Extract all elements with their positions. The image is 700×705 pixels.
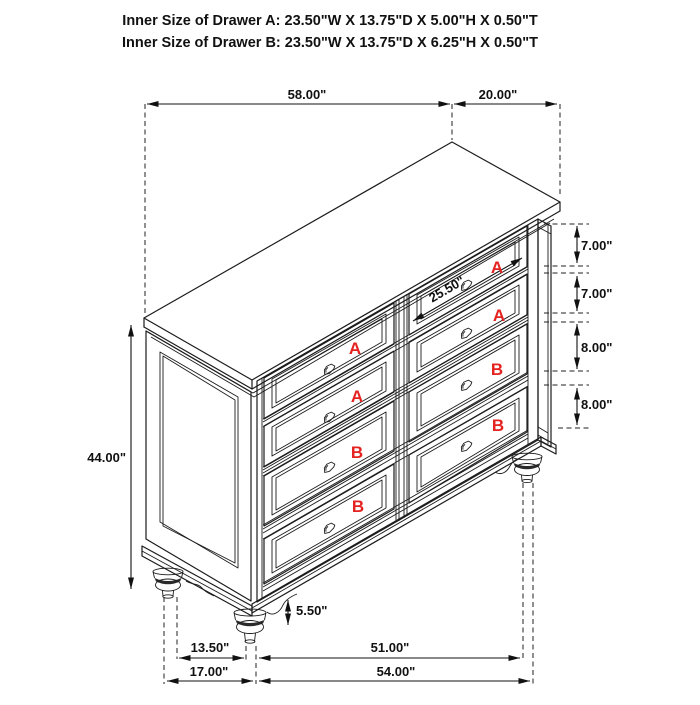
drawer-type-label: B — [351, 497, 365, 516]
drawer-type-label: A — [348, 339, 362, 358]
drawer-handle-icon — [459, 379, 474, 392]
front-right-leg — [512, 453, 542, 482]
drawer-type-label: B — [491, 416, 505, 435]
dim-label-overall-height: 44.00" — [87, 450, 126, 465]
dim-label-top-width: 58.00" — [287, 87, 327, 102]
title-block — [122, 13, 538, 51]
dim-label-drawer1-height: 7.00" — [581, 238, 613, 253]
dim-label-depth-outer: 17.00" — [189, 664, 229, 679]
left-side-panel — [146, 331, 251, 601]
drawer-type-label: A — [490, 258, 504, 277]
drawer-a1-right — [409, 226, 527, 335]
dim-label-leg-height: 5.50" — [296, 603, 328, 618]
drawer-faces-right-column — [409, 226, 527, 503]
title-drawer-b: Inner Size of Drawer B: 23.50"W X 13.75"D X 6.25"H X 0.50"T — [122, 35, 538, 51]
drawer-handle-icon — [322, 461, 337, 474]
center-divider — [396, 294, 407, 522]
drawer-type-label: A — [492, 306, 506, 325]
drawer-handle-icon — [459, 440, 474, 453]
dim-label-drawer3-height: 8.00" — [581, 340, 613, 355]
title-drawer-a: Inner Size of Drawer A: 23.50"W X 13.75"D X 5.00"H X 0.50"T — [122, 13, 538, 29]
dim-label-drawer2-height: 7.00" — [581, 286, 613, 301]
dim-label-width-outer: 54.00" — [376, 664, 416, 679]
right-side-panel — [538, 219, 551, 447]
drawer-a1-left — [264, 303, 394, 419]
drawer-type-label: B — [350, 443, 364, 462]
drawer-handle-icon — [322, 522, 337, 535]
drawer-type-label: A — [350, 387, 364, 406]
drawer-type-label: B — [490, 360, 504, 379]
dim-label-width-inner: 51.00" — [370, 640, 410, 655]
back-left-leg — [153, 568, 183, 598]
dim-label-opening-width: 25.50" — [426, 272, 468, 306]
dim-label-top-depth: 20.00" — [478, 87, 518, 102]
dim-label-depth-inner: 13.50" — [190, 640, 230, 655]
front-left-leg — [234, 609, 266, 643]
dim-label-drawer4-height: 8.00" — [581, 397, 613, 412]
